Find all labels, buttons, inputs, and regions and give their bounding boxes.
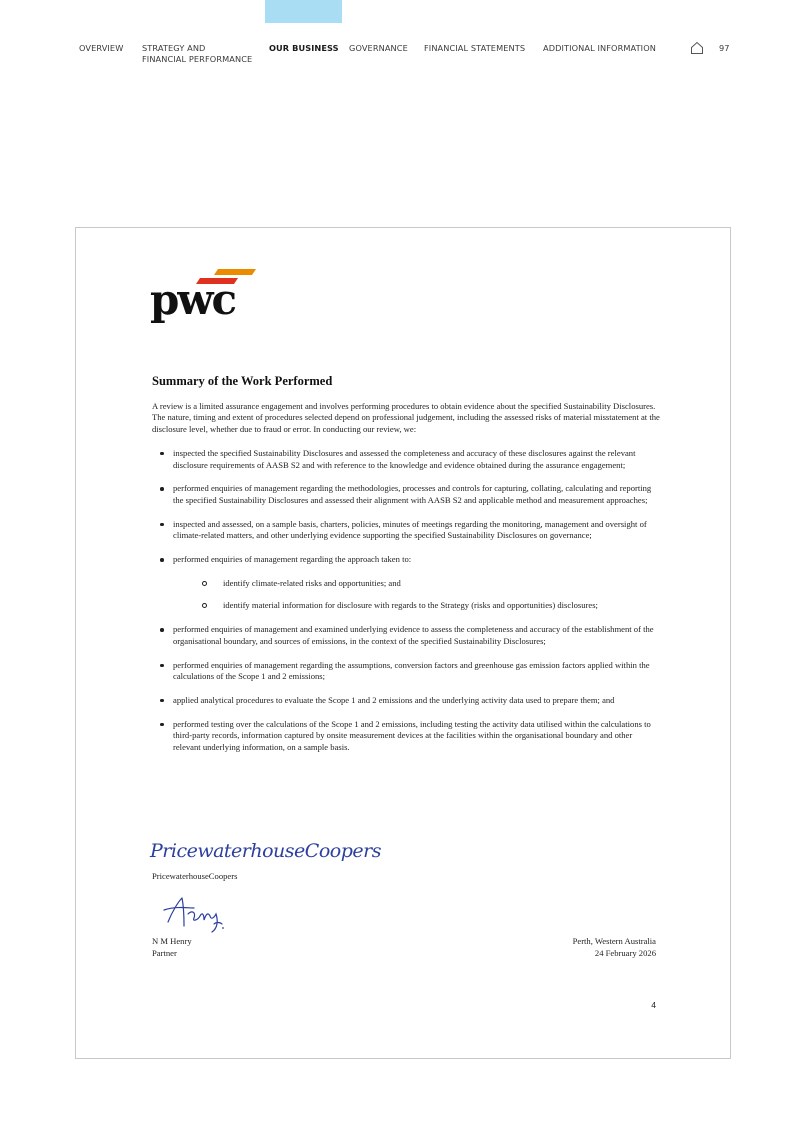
signing-date: 24 February 2026 [594,947,656,958]
logo-text: pwc [150,275,236,324]
list-item: performed testing over the calculations of the Scope 1 and 2 emissions, including testing the activity data utilised within the calculations to third-party records, information captured by onsite measurement devices at the facilities within the organisational boundary and other relevant underlying information, on a sample basis. [152,719,662,754]
sub-list [173,578,662,612]
nav-overview[interactable]: OVERVIEW [79,43,124,53]
page-number: 97 [719,43,730,53]
intro-paragraph: A review is a limited assurance engagement and involves performing procedures to obtain evidence about the specified Sustainability Disclosures. The nature, timing and extent of procedures selected depend on professional judgement, including the assessed risks of material misstatement at the disclosure level, whether due to fraud or error. In conducting our review, we: [152,400,660,435]
sub-list-item: identify material information for disclosure with regards to the Strategy (risks and opportunities) disclosures; [173,600,662,612]
nav-additional-information[interactable]: ADDITIONAL INFORMATION [543,43,656,53]
list-item: performed enquiries of management and examined underlying evidence to assess the completeness and accuracy of the establishment of the organisational boundary, and sources of emissions, in the context of the specified Sustainability Disclosures; [152,624,662,647]
pwc-logo [150,266,260,324]
nav-governance[interactable]: GOVERNANCE [349,43,408,53]
signer-name: N M Henry [152,936,192,946]
sub-list-item: identify climate-related risks and opportunities; and [173,578,662,590]
location-block [573,936,656,959]
list-item: performed enquiries of management regarding the methodologies, processes and controls for capturing, collating, calculating and reporting the specified Sustainability Disclosures and assessed their alignment with AASB S2 and applicable method and measurement approaches; [152,483,662,506]
home-icon[interactable] [690,41,704,55]
list-item: inspected the specified Sustainability Disclosures and assessed the completeness and accuracy of these disclosures against the relevant disclosure requirements of AASB S2 and with reference to the knowledge and evidence obtained during the assurance engagement; [152,448,662,471]
nav-strategy-line1: STRATEGY AND [142,43,206,53]
list-item: performed enquiries of management regarding the assumptions, conversion factors and greenhouse gas emission factors applied within the calculations of the Scope 1 and 2 emissions; [152,660,662,683]
procedures-list [152,448,662,754]
signer-block [152,936,192,959]
firm-name: PricewaterhouseCoopers [152,871,238,881]
list-item: applied analytical procedures to evaluate the Scope 1 and 2 emissions and the underlying activity data used to prepare them; and [152,695,662,707]
signature-text: PricewaterhouseCoopers [150,840,381,862]
list-item-text: performed enquiries of management regarding the approach taken to: [173,554,412,565]
list-item: inspected and assessed, on a sample basis, charters, policies, minutes of meetings regarding the monitoring, management and oversight of climate-related matters, and other underlying evidence supporting the specified Sustainability Disclosures on governance; [152,519,662,542]
assurance-report-page [75,227,731,1059]
firm-signature [148,833,381,865]
section-heading: Summary of the Work Performed [152,374,333,388]
nav-strategy-line2: FINANCIAL PERFORMANCE [142,54,253,64]
top-navigation [0,43,793,73]
report-content [152,376,662,766]
signer-title: Partner [152,947,177,958]
nav-our-business[interactable]: OUR BUSINESS [269,43,339,53]
nav-financial-statements[interactable]: FINANCIAL STATEMENTS [424,43,526,53]
nav-strategy[interactable] [142,43,252,65]
partner-signature [154,892,229,934]
active-tab-indicator [265,0,342,23]
list-item [152,554,662,612]
document-page-number: 4 [651,1000,656,1010]
signing-location: Perth, Western Australia [572,936,656,946]
